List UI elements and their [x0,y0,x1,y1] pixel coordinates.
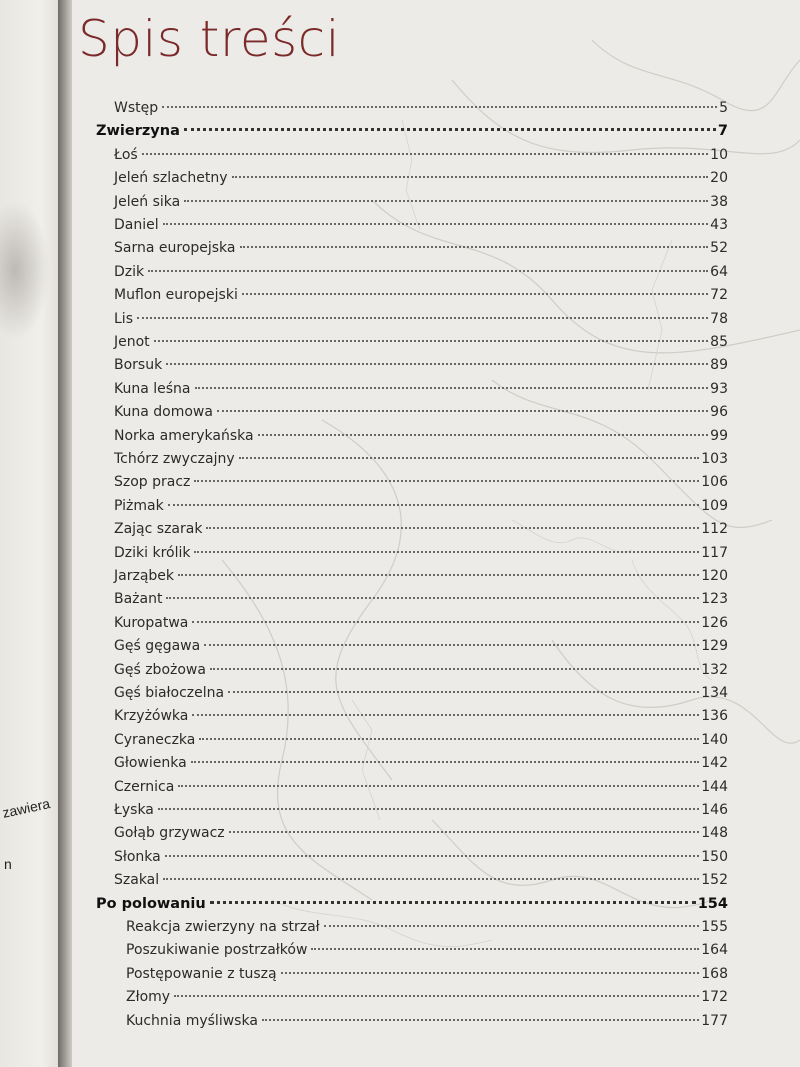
toc-entry [126,919,728,942]
toc-entry [114,381,728,404]
toc-page-number: 64 [710,263,728,280]
toc-page-number: 154 [697,895,728,912]
dot-leader [324,925,700,927]
toc-entry [114,451,728,474]
toc-entry [114,334,728,357]
toc-entry-label: Reakcja zwierzyny na strzał [126,919,320,935]
toc-entry-label: Lis [114,310,133,327]
toc-page-number: 7 [717,123,728,140]
toc-entry [114,311,728,334]
dot-leader [192,621,699,623]
toc-entry-label: Zwierzyna [96,123,180,140]
toc-page-number: 112 [701,521,728,538]
toc-entry [114,287,728,310]
toc-page-number: 120 [701,568,728,584]
toc-page-number: 106 [701,474,728,491]
toc-entry [114,100,728,123]
dot-leader [199,738,699,740]
toc-page-number: 142 [701,755,728,772]
toc-entry [114,217,728,240]
dot-leader [162,106,717,108]
toc-entry-label: Czernica [114,778,175,795]
toc-entry-label: Tchórz zwyczajny [114,451,235,467]
toc-entry [126,942,728,965]
dot-leader [174,995,699,997]
toc-entry-label: Jeleń szlachetny [114,170,228,187]
dot-leader [168,504,700,506]
dot-leader [210,668,699,670]
toc-page-number: 38 [710,193,728,210]
toc-page-number: 78 [710,310,728,327]
toc-entry [114,264,728,287]
dot-leader [165,855,700,857]
toc-page-number: 146 [701,802,728,818]
dot-leader [163,878,699,880]
toc-entry-label: Kuchnia myśliwska [126,1012,258,1029]
toc-entry [114,170,728,193]
toc-entry-label: Łyska [114,802,154,818]
toc-page-number: 123 [701,591,728,608]
toc-page-number: 117 [701,544,728,561]
dot-leader [242,293,708,295]
toc-entry-label: Gęś białoczelna [114,685,225,701]
toc-section [96,123,728,146]
toc-entry-label: Łoś [114,146,138,163]
toc-entry-label: Norka amerykańska [114,427,254,444]
toc-entry [114,498,728,521]
toc-entry [114,685,728,708]
toc-entry-label: Poszukiwanie postrzałków [126,942,308,959]
toc-entry [114,872,728,895]
toc-entry [114,568,728,591]
dot-leader [239,457,700,459]
toc-entry-label: Piżmak [114,497,164,514]
toc-page-number: 132 [701,661,728,678]
toc-entry [114,732,728,755]
toc-entry [114,662,728,685]
toc-entry-label: Daniel [114,217,159,233]
toc-page-number: 148 [701,825,728,842]
toc-entry [114,357,728,380]
toc-entry-label: Wstęp [114,100,159,116]
toc-entry [114,802,728,825]
toc-entry-label: Słonka [114,848,161,865]
toc-page-number: 20 [710,170,728,187]
toc-page-number: 144 [701,778,728,795]
toc-page-number: 140 [701,731,728,748]
dot-leader [166,597,699,599]
toc-entry [114,240,728,263]
toc-page-number: 103 [701,451,728,467]
toc-page-number: 155 [701,919,728,935]
toc-entry-label: Dzik [114,263,145,280]
toc-page [72,0,800,1067]
toc-entry [114,849,728,872]
dot-leader [217,410,708,412]
dot-leader [240,246,709,248]
dot-leader [195,387,709,389]
dot-leader [154,340,709,342]
toc-entry-label: Gęś zbożowa [114,661,206,678]
toc-entry-label: Cyraneczka [114,731,196,748]
toc-entry-label: Kuropatwa [114,614,189,631]
toc-entry-label: Borsuk [114,357,163,374]
dot-leader [178,785,699,787]
toc-entry-label: Sarna europejska [114,240,236,257]
toc-entry-label: Jarząbek [114,568,174,584]
dot-leader [166,363,708,365]
toc-entry-label: Szop pracz [114,474,191,491]
toc-page-number: 52 [710,240,728,257]
dot-leader [163,223,709,225]
toc-entry [114,825,728,848]
dot-leader [192,714,699,716]
toc-page-number: 93 [710,380,728,397]
dot-leader [228,691,699,693]
toc-entry-label: Muflon europejski [114,287,238,304]
toc-entry-label: Szakal [114,872,160,889]
toc-page-number: 43 [710,217,728,233]
toc-page-number: 164 [701,942,728,959]
left-page-text: zawiera [0,795,52,821]
toc-entry-label: Gołąb grzywacz [114,825,225,842]
toc-entry-label: Kuna domowa [114,404,213,421]
toc-entry [114,474,728,497]
toc-entry [126,966,728,989]
toc-page-number: 10 [710,146,728,163]
toc-entry-label: Dziki królik [114,544,191,561]
toc-entry [114,428,728,451]
toc-entry-label: Po polowaniu [96,895,206,912]
toc-entry [126,1013,728,1036]
dot-leader [194,480,699,482]
dot-leader [210,901,696,904]
toc-page-number: 136 [701,708,728,725]
dot-leader [137,317,708,319]
toc-entry [126,989,728,1012]
toc-page-number: 5 [719,100,728,116]
dot-leader [191,761,700,763]
toc-entry-label: Jeleń sika [114,193,181,210]
dot-leader [178,574,699,576]
page-shadow [0,200,50,340]
toc-entry [114,755,728,778]
toc-entry [114,404,728,427]
toc-page-number: 85 [710,334,728,350]
dot-leader [184,200,708,202]
dot-leader [281,972,700,974]
dot-leader [311,948,699,950]
dot-leader [232,176,709,178]
dot-leader [206,527,699,529]
toc-entry [114,147,728,170]
toc-entry-label: Zając szarak [114,521,203,538]
dot-leader [229,831,700,833]
toc-page-number: 126 [701,614,728,631]
toc-entry-label: Postępowanie z tuszą [126,965,277,982]
toc-page-number: 129 [701,638,728,655]
dot-leader [148,270,708,272]
toc-page-number: 96 [710,404,728,421]
toc-section [96,896,728,919]
toc-entry-label: Krzyżówka [114,708,189,725]
toc-entry-label: Głowienka [114,755,187,772]
dot-leader [142,153,708,155]
toc-page-number: 134 [701,685,728,701]
dot-leader [194,551,699,553]
toc-page-number: 172 [701,989,728,1006]
dot-leader [204,644,699,646]
toc-entry [114,521,728,544]
dot-leader [258,434,709,436]
toc-entry-label: Gęś gęgawa [114,638,201,655]
toc-entry [114,638,728,661]
dot-leader [262,1019,699,1021]
toc-entry [114,779,728,802]
toc-page-number: 72 [710,287,728,304]
toc-entry [114,194,728,217]
toc-page-number: 89 [710,357,728,374]
toc-entry-label: Złomy [126,989,171,1006]
toc-entry-label: Bażant [114,591,163,608]
toc-page-number: 99 [710,427,728,444]
toc-entry [114,615,728,638]
dot-leader [158,808,699,810]
toc-page-number: 109 [701,497,728,514]
toc-page-number: 168 [701,965,728,982]
toc-entry [114,545,728,568]
toc-page-number: 150 [701,848,728,865]
toc-page-number: 152 [701,872,728,889]
table-of-contents [72,0,800,1067]
toc-entry [114,708,728,731]
dot-leader [184,128,716,131]
toc-page-number: 177 [701,1012,728,1029]
toc-entry-label: Kuna leśna [114,380,191,397]
toc-entry [114,591,728,614]
left-page-text: n [4,856,12,872]
page-title: Spis treści [78,10,341,68]
toc-entry-label: Jenot [114,334,150,350]
